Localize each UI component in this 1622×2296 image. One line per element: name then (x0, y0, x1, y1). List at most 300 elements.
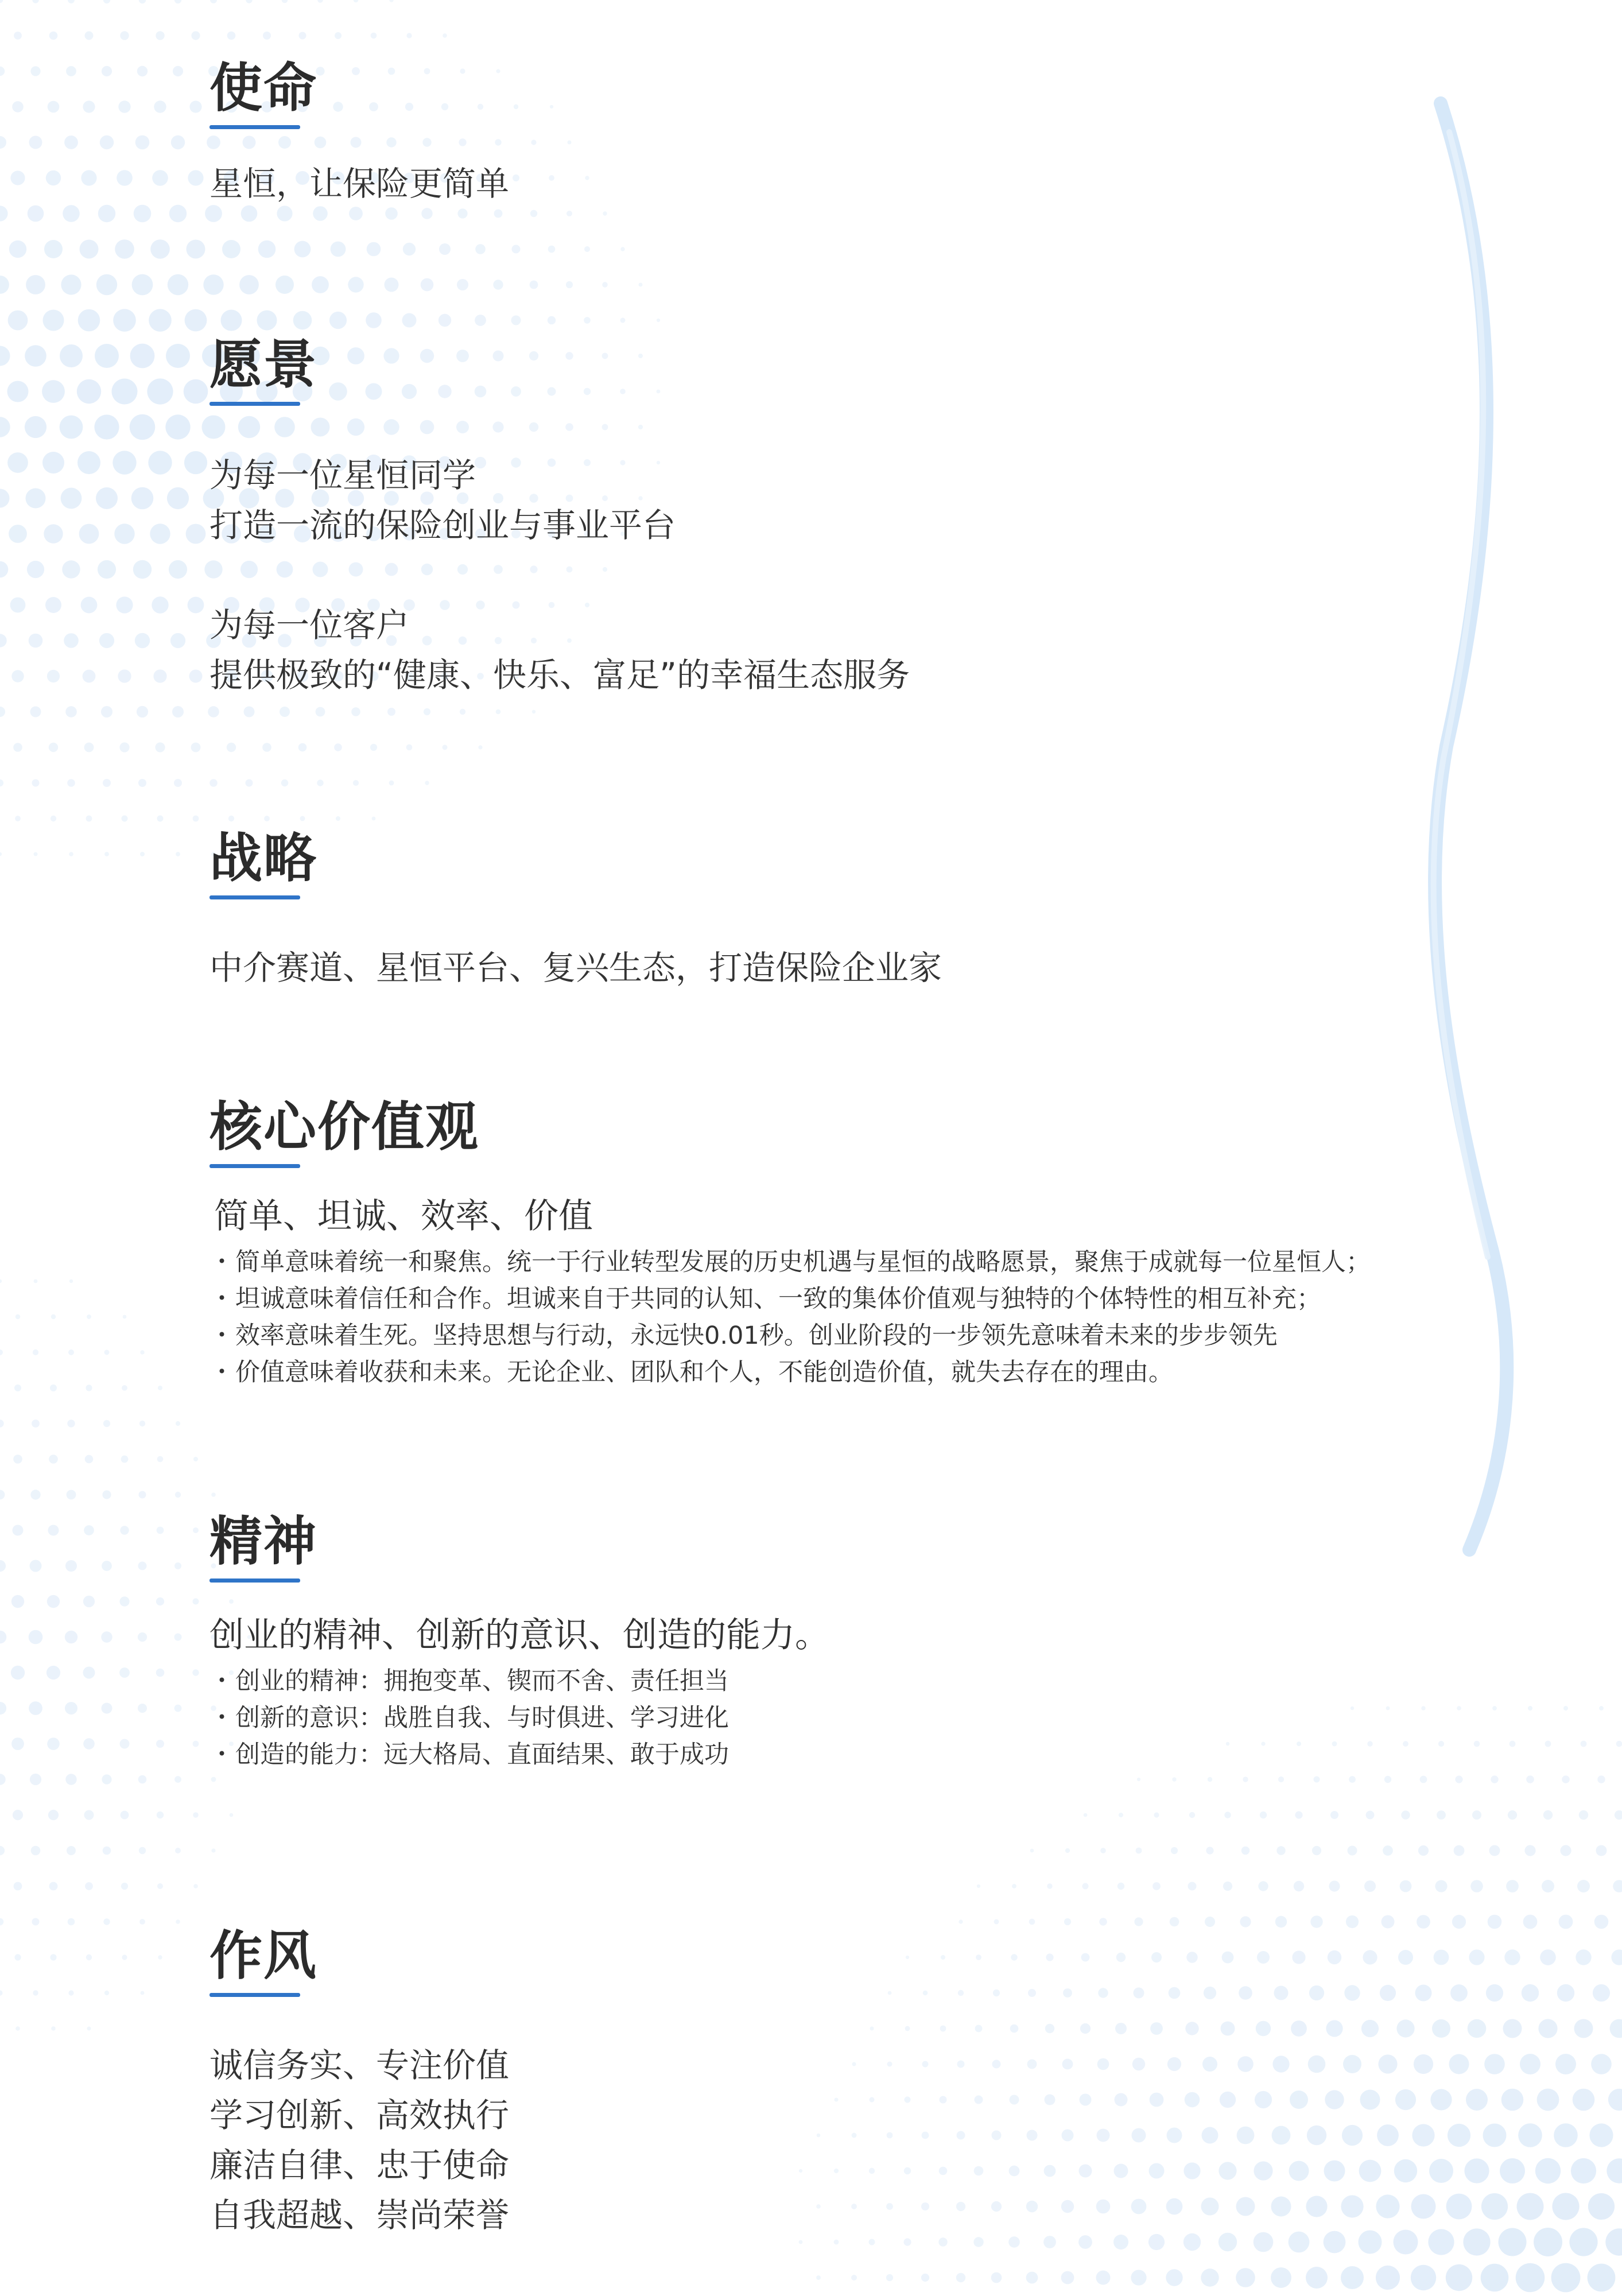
halftone-dot (335, 32, 342, 39)
halftone-dot (1481, 2193, 1508, 2220)
halftone-dot (299, 32, 306, 40)
halftone-dot (1610, 2019, 1622, 2038)
halftone-dot (102, 1561, 112, 1571)
halftone-dot (121, 1883, 128, 1890)
halftone-dot (1569, 2228, 1597, 2256)
halftone-dot (425, 781, 429, 785)
halftone-dot (1383, 1845, 1393, 1856)
halftone-dot (1588, 2193, 1615, 2220)
halftone-dot (102, 1774, 111, 1784)
halftone-dot (118, 100, 130, 113)
style-heading: 作风 (209, 1925, 318, 1987)
halftone-dot (851, 2275, 857, 2281)
halftone-dot (1278, 1777, 1284, 1782)
halftone-dot (210, 0, 217, 3)
halftone-dot (61, 274, 81, 294)
halftone-dot (83, 670, 96, 683)
halftone-dot (47, 670, 60, 682)
halftone-dot (439, 314, 451, 327)
halftone-dot (112, 451, 136, 474)
halftone-dot (1188, 1882, 1197, 1891)
halftone-dot (228, 816, 234, 821)
halftone-dot (158, 1955, 162, 1959)
halftone-dot (1613, 1880, 1622, 1892)
list-item: ・ 效率意味着生死。坚持思想与行动，永远快0.01秒。创业阶段的一步领先意味着未来的步步领先 (209, 1317, 1472, 1354)
halftone-dot (258, 241, 276, 258)
mission-section (209, 57, 1472, 209)
halftone-dot (83, 1596, 95, 1607)
halftone-dot (29, 1630, 43, 1645)
halftone-dot (169, 560, 187, 579)
halftone-dot (1136, 1848, 1142, 1854)
halftone-dot (115, 239, 134, 259)
halftone-dot (370, 744, 377, 751)
halftone-dot (532, 710, 536, 713)
halftone-dot (62, 560, 80, 578)
halftone-dot (1574, 2019, 1593, 2038)
halftone-dot (166, 344, 190, 368)
halftone-dot (1012, 1884, 1016, 1888)
halftone-dot (602, 282, 608, 288)
halftone-dot (956, 2273, 965, 2282)
halftone-dot (116, 596, 133, 613)
halftone-dot (460, 709, 465, 715)
halftone-dot (157, 1812, 164, 1818)
halftone-dot (193, 816, 199, 822)
halftone-dot (135, 633, 150, 648)
halftone-dot (1061, 2271, 1074, 2285)
halftone-dot (1260, 1812, 1267, 1818)
halftone-dot (443, 745, 448, 750)
halftone-dot (7, 452, 28, 473)
halftone-dot (1310, 1915, 1322, 1927)
halftone-dot (104, 1350, 110, 1355)
halftone-dot (1608, 2089, 1622, 2111)
halftone-dot (1026, 2272, 1038, 2284)
halftone-dot (191, 31, 200, 40)
halftone-dot (137, 66, 148, 76)
halftone-dot (42, 452, 64, 474)
halftone-dot (15, 2026, 20, 2031)
halftone-dot (7, 381, 29, 402)
halftone-dot (134, 205, 152, 223)
halftone-dot (1589, 2123, 1613, 2147)
halftone-dot (1555, 2054, 1576, 2074)
halftone-dot (50, 1954, 56, 1960)
core-values-heading-underline (209, 1164, 300, 1168)
halftone-dot (977, 1884, 980, 1888)
halftone-dot (28, 205, 44, 222)
halftone-dot (1542, 1880, 1554, 1892)
halftone-dot (300, 816, 305, 821)
halftone-dot (83, 100, 95, 113)
halftone-dot (275, 276, 294, 294)
halftone-dot (1096, 2271, 1111, 2285)
halftone-dot (1420, 1776, 1427, 1783)
halftone-dot (30, 66, 40, 76)
halftone-dot (176, 852, 180, 856)
halftone-dot (139, 1847, 146, 1854)
halftone-dot (188, 597, 204, 614)
halftone-dot (334, 743, 342, 751)
halftone-dot (8, 311, 28, 331)
vision-line: 提供极致的“健康、快乐、富足”的幸福生态服务 (209, 656, 910, 695)
halftone-dot (1501, 2089, 1524, 2111)
halftone-dot (1206, 1847, 1213, 1854)
halftone-dot (150, 523, 170, 544)
halftone-dot (122, 1385, 127, 1391)
halftone-dot (14, 1882, 22, 1891)
halftone-dot (281, 779, 288, 786)
halftone-dot (264, 816, 270, 821)
halftone-dot (1084, 1813, 1088, 1817)
halftone-dot (32, 1420, 40, 1428)
halftone-dot (230, 1813, 234, 1817)
halftone-dot (1615, 1810, 1622, 1820)
halftone-dot (0, 489, 10, 508)
halftone-dot (921, 2274, 929, 2282)
halftone-dot (443, 33, 447, 38)
halftone-dot (1551, 2263, 1581, 2293)
halftone-dot (11, 1666, 25, 1680)
halftone-dot (1491, 1775, 1498, 1783)
halftone-dot (1346, 1915, 1359, 1928)
mission-text (209, 159, 1472, 209)
halftone-dot (156, 31, 164, 40)
halftone-dot (1571, 2158, 1596, 2183)
halftone-dot (1472, 1810, 1481, 1820)
halftone-dot (372, 817, 376, 821)
halftone-dot (193, 1812, 199, 1818)
halftone-dot (186, 524, 206, 544)
halftone-dot (174, 1705, 182, 1712)
halftone-dot (493, 280, 503, 289)
halftone-dot (123, 1315, 127, 1319)
halftone-dot (83, 1667, 95, 1679)
halftone-dot (566, 211, 572, 216)
halftone-dot (63, 205, 80, 222)
halftone-dot (85, 32, 94, 40)
halftone-dot (139, 1491, 146, 1499)
halftone-dot (385, 207, 398, 220)
halftone-dot (0, 1918, 3, 1926)
halftone-dot (31, 1846, 41, 1856)
halftone-dot (317, 779, 323, 786)
vision-line: 为每一位客户 (209, 606, 410, 645)
halftone-dot (44, 240, 63, 258)
halftone-dot (799, 2240, 803, 2244)
halftone-dot (14, 32, 22, 40)
halftone-dot (1082, 1883, 1089, 1890)
halftone-dot (67, 779, 75, 787)
mission-heading-underline (209, 125, 300, 129)
style-heading-underline (209, 1993, 300, 1997)
halftone-dot (994, 1919, 999, 1925)
halftone-dot (103, 0, 110, 3)
halftone-dot (353, 780, 359, 786)
halftone-dot (51, 816, 56, 821)
halftone-dot (33, 1349, 38, 1355)
halftone-dot (1563, 1706, 1568, 1711)
halftone-dot (0, 346, 10, 366)
halftone-dot (172, 706, 184, 718)
halftone-dot (1029, 1919, 1035, 1925)
halftone-dot (1314, 1777, 1320, 1783)
halftone-dot (43, 310, 64, 331)
halftone-dot (348, 277, 363, 292)
halftone-dot (112, 379, 138, 405)
halftone-dot (29, 136, 42, 149)
halftone-dot (32, 779, 40, 787)
halftone-dot (119, 1596, 129, 1606)
halftone-dot (32, 0, 38, 3)
halftone-dot (156, 1669, 165, 1677)
halftone-dot (406, 744, 413, 751)
halftone-dot (102, 1490, 111, 1499)
halftone-dot (68, 0, 75, 3)
halftone-dot (176, 1421, 180, 1426)
halftone-dot (9, 241, 26, 258)
strategy-text (209, 943, 1472, 993)
list-item: ・ 创新的意识：战胜自我、与时俱进、学习进化 (209, 1700, 1472, 1736)
halftone-dot (61, 488, 82, 509)
halftone-dot (11, 670, 24, 682)
halftone-dot (138, 1775, 147, 1784)
halftone-dot (208, 706, 219, 718)
halftone-dot (1170, 1917, 1179, 1927)
halftone-dot (257, 311, 277, 331)
halftone-dot (130, 414, 156, 440)
halftone-dot (118, 669, 131, 682)
halftone-dot (0, 417, 10, 437)
halftone-dot (47, 1595, 60, 1608)
halftone-dot (83, 1738, 95, 1750)
halftone-dot (239, 275, 259, 294)
halftone-dot (84, 1525, 94, 1535)
halftone-dot (1437, 1810, 1446, 1820)
halftone-dot (138, 1632, 147, 1642)
halftone-dot (620, 318, 626, 323)
halftone-dot (1522, 1984, 1539, 2002)
halftone-dot (86, 816, 92, 822)
halftone-dot (0, 707, 5, 717)
halftone-dot (312, 276, 329, 293)
halftone-dot (156, 1597, 164, 1605)
halftone-dot (98, 205, 115, 222)
halftone-dot (1483, 2124, 1507, 2147)
halftone-dot (1236, 2268, 1255, 2287)
halftone-dot (102, 66, 112, 76)
halftone-dot (98, 560, 116, 579)
halftone-dot (85, 1882, 93, 1890)
halftone-dot (66, 66, 76, 76)
halftone-dot (67, 1420, 75, 1427)
halftone-dot (26, 275, 45, 294)
halftone-dot (1577, 1880, 1590, 1892)
halftone-dot (387, 708, 395, 716)
halftone-dot (329, 312, 347, 329)
halftone-dot (42, 380, 65, 403)
halftone-dot (0, 634, 7, 647)
halftone-dot (141, 1991, 145, 1995)
halftone-dot (1100, 1848, 1106, 1853)
halftone-dot (1562, 1775, 1570, 1783)
halftone-dot (152, 170, 168, 186)
halftone-dot (584, 317, 591, 324)
halftone-dot (0, 67, 5, 76)
halftone-dot (1543, 1810, 1553, 1820)
halftone-dot (1538, 2019, 1557, 2038)
halftone-dot (244, 707, 255, 718)
spirit-heading: 精神 (209, 1511, 318, 1572)
halftone-dot (0, 205, 8, 221)
halftone-dot (1488, 1915, 1502, 1929)
halftone-dot (192, 1669, 199, 1676)
halftone-dot (77, 451, 100, 474)
halftone-dot (227, 743, 236, 752)
halftone-dot (1384, 1776, 1391, 1783)
halftone-dot (103, 779, 111, 787)
halftone-dot (371, 33, 377, 39)
spirit-list (209, 1663, 1472, 1773)
halftone-dot (548, 246, 556, 253)
halftone-dot (121, 1456, 129, 1463)
halftone-dot (316, 707, 325, 717)
halftone-dot (1594, 1915, 1609, 1929)
halftone-dot (1166, 2269, 1182, 2286)
halftone-dot (100, 135, 114, 149)
halftone-dot (68, 1918, 75, 1926)
halftone-dot (152, 596, 168, 613)
halftone-dot (1599, 1706, 1604, 1711)
halftone-dot (155, 742, 165, 752)
halftone-dot (158, 1386, 162, 1390)
halftone-dot (168, 274, 188, 295)
halftone-dot (1508, 1810, 1517, 1820)
halftone-dot (1131, 2270, 1146, 2285)
halftone-dot (991, 2272, 1002, 2283)
halftone-dot (1171, 1847, 1178, 1854)
halftone-dot (193, 1741, 199, 1747)
halftone-dot (246, 0, 252, 3)
halftone-dot (86, 1384, 92, 1391)
halftone-dot (79, 524, 99, 544)
halftone-dot (475, 315, 486, 326)
halftone-dot (1596, 1845, 1607, 1856)
halftone-dot (389, 781, 394, 786)
halftone-dot (65, 1631, 77, 1643)
halftone-dot (84, 1810, 94, 1820)
halftone-dot (184, 451, 207, 474)
halftone-dot (1557, 1984, 1574, 2002)
halftone-dot (221, 310, 242, 331)
halftone-dot (193, 1457, 198, 1461)
halftone-dot (0, 1774, 6, 1785)
list-item: ・ 价值意味着收获和未来。无论企业、团队和个人，不能创造价值，就失去存在的理由。 (209, 1354, 1472, 1391)
halftone-dot (639, 283, 643, 287)
halftone-dot (119, 742, 129, 752)
halftone-dot (1153, 1882, 1161, 1890)
halftone-dot (95, 344, 119, 368)
halftone-dot (117, 170, 133, 186)
halftone-dot (77, 379, 101, 404)
style-section (209, 1925, 1472, 2240)
halftone-dot (14, 1384, 21, 1391)
halftone-dot (30, 1774, 41, 1785)
halftone-dot (157, 1456, 164, 1463)
halftone-dot (132, 274, 153, 296)
halftone-dot (0, 1990, 3, 1995)
halftone-dot (478, 745, 482, 749)
halftone-dot (0, 852, 2, 856)
vision-text (209, 451, 1472, 700)
halftone-dot (99, 633, 114, 648)
halftone-dot (620, 247, 624, 251)
halftone-dot (102, 1703, 112, 1714)
halftone-dot (0, 136, 6, 149)
halftone-dot (1376, 2266, 1400, 2290)
halftone-dot (32, 1918, 40, 1926)
halftone-dot (548, 316, 556, 324)
mission-line: 星恒，让保险更简单 (209, 164, 510, 203)
halftone-dot (34, 1279, 38, 1283)
halftone-dot (1030, 1849, 1034, 1853)
halftone-dot (203, 274, 223, 294)
halftone-dot (1470, 1880, 1483, 1892)
halftone-dot (1516, 2263, 1545, 2293)
halftone-dot (1552, 2193, 1579, 2220)
halftone-dot (385, 278, 399, 292)
halftone-dot (13, 1810, 23, 1820)
halftone-dot (170, 633, 185, 648)
halftone-dot (211, 1848, 215, 1852)
halftone-dot (1506, 1880, 1519, 1892)
halftone-dot (1366, 1811, 1375, 1820)
list-item: ・ 创业的精神：拥抱变革、锲而不舍、责任担当 (209, 1663, 1472, 1700)
halftone-dot (133, 560, 152, 579)
halftone-dot (25, 345, 46, 367)
halftone-dot (1172, 1777, 1176, 1781)
halftone-dot (176, 1919, 180, 1924)
halftone-dot (1499, 2228, 1527, 2256)
halftone-dot (1616, 1741, 1622, 1747)
halftone-dot (29, 1701, 42, 1715)
halftone-dot (1330, 1811, 1338, 1819)
halftone-dot (1306, 2267, 1328, 2289)
halftone-dot (138, 1562, 147, 1570)
halftone-dot (1134, 1917, 1143, 1926)
spirit-section (209, 1511, 1472, 1773)
halftone-dot (421, 278, 434, 292)
core-values-heading: 核心价值观 (209, 1096, 480, 1158)
halftone-dot (33, 1990, 38, 1995)
halftone-dot (86, 1954, 92, 1960)
halftone-dot (439, 243, 451, 255)
halftone-dot (1486, 1984, 1503, 2002)
halftone-dot (1271, 2267, 1291, 2288)
halftone-dot (188, 170, 203, 185)
halftone-dot (148, 451, 172, 474)
mission-heading: 使命 (209, 57, 318, 119)
halftone-dot (174, 0, 181, 3)
halftone-dot (1535, 2158, 1561, 2183)
halftone-dot (138, 1704, 147, 1713)
halftone-dot (174, 1776, 181, 1783)
strategy-heading: 战略 (209, 828, 318, 889)
halftone-dot (0, 779, 3, 786)
halftone-dot (84, 743, 94, 753)
halftone-dot (0, 1702, 6, 1715)
